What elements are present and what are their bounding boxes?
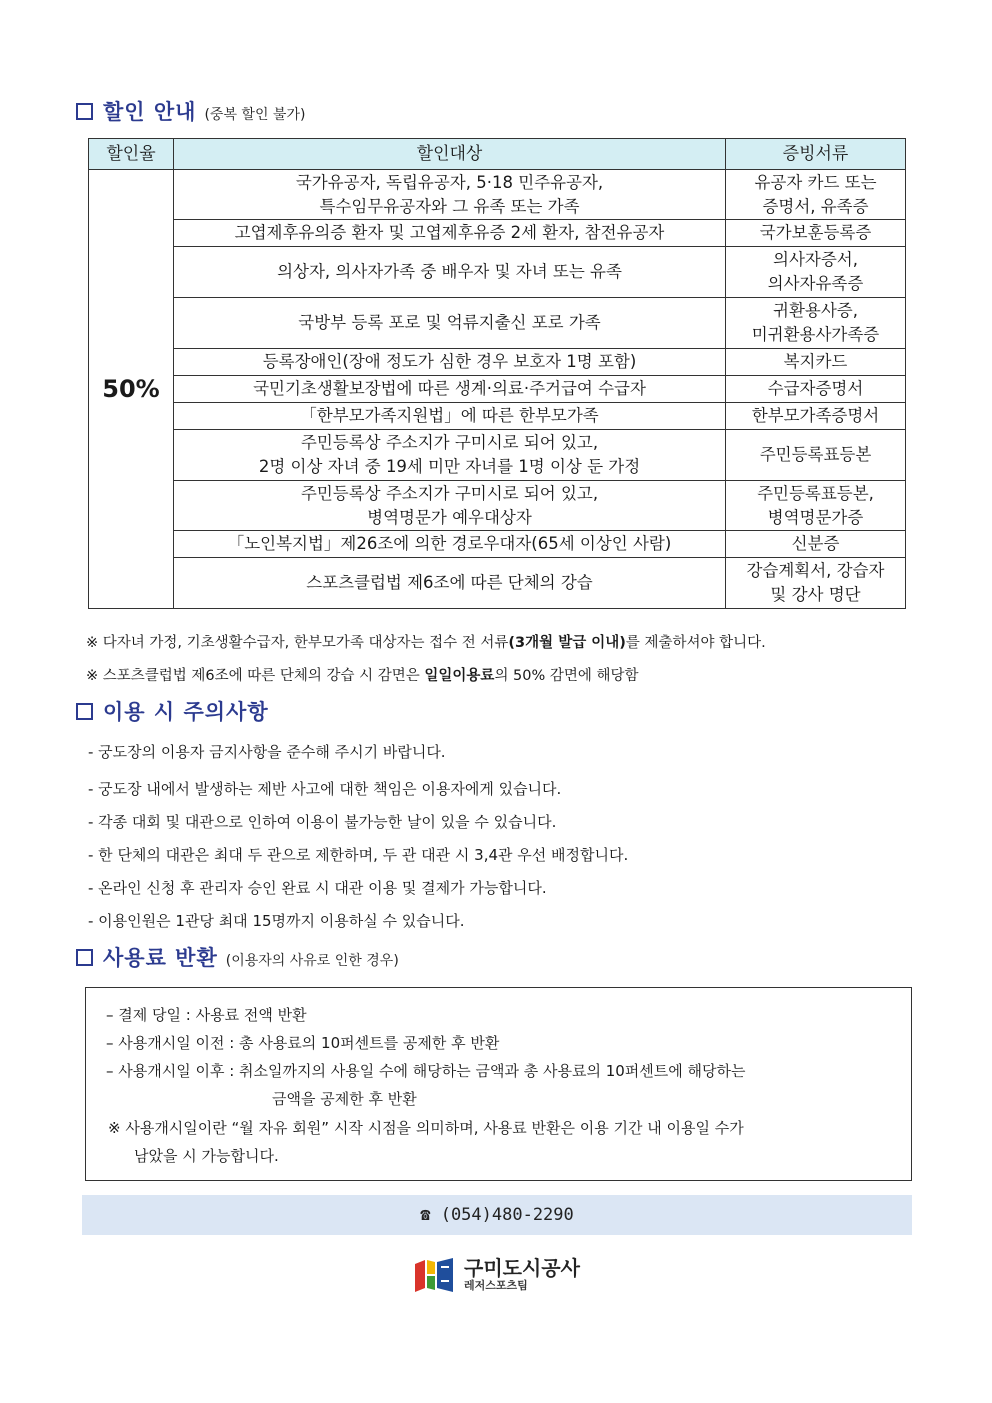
table-row (89, 220, 906, 247)
refund-line: 금액을 공제한 후 반환 (272, 1090, 417, 1108)
refund-line: – 사용개시일 이전 : 총 사용료의 10퍼센트를 공제한 후 반환 (106, 1034, 500, 1052)
header-target: 할인대상 (174, 139, 726, 170)
table-row (89, 481, 906, 531)
table-header-row (89, 139, 906, 170)
target-cell: 국방부 등록 포로 및 억류지출신 포로 가족 (174, 298, 726, 349)
caution-item: - 온라인 신청 후 관리자 승인 완료 시 대관 이용 및 결제가 가능합니다. (88, 879, 547, 897)
table-row (89, 298, 906, 349)
table-row (89, 531, 906, 558)
refund-line: – 사용개시일 이후 : 취소일까지의 사용일 수에 해당하는 금액과 총 사용료의 10퍼센트에 해당하는 (106, 1062, 746, 1080)
table-row (89, 376, 906, 403)
target-cell: 「노인복지법」제26조에 의한 경로우대자(65세 이상인 사람) (174, 531, 726, 558)
doc-cell: 유공자 카드 또는 증명서, 유족증 (726, 170, 906, 220)
refund-note: 남았을 시 가능합니다. (134, 1147, 279, 1165)
company-logo (413, 1254, 580, 1296)
caution-item: - 각종 대회 및 대관으로 인하여 이용이 불가능한 날이 있을 수 있습니다. (88, 813, 557, 831)
table-row (89, 170, 906, 220)
caution-title: 이용 시 주의사항 (103, 700, 269, 724)
target-cell: 고엽제후유의증 환자 및 고엽제후유증 2세 환자, 참전유공자 (174, 220, 726, 247)
company-name: 구미도시공사 (464, 1256, 580, 1280)
header-rate: 할인율 (89, 139, 174, 170)
refund-note: ※ 사용개시일이란 “월 자유 회원” 시작 시점을 의미하며, 사용료 반환은 이용 기간 내 이용일 수가 (108, 1119, 744, 1137)
discount-section-header (76, 96, 305, 126)
target-cell: 「한부모가족지원법」에 따른 한부모가족 (174, 403, 726, 430)
caution-item: - 궁도장의 이용자 금지사항을 준수해 주시기 바랍니다. (88, 743, 446, 761)
checkbox-square-icon (76, 949, 93, 966)
company-department: 레저스포츠팀 (464, 1279, 528, 1292)
target-cell: 주민등록상 주소지가 구미시로 되어 있고, 병역명문가 예우대상자 (174, 481, 726, 531)
target-cell: 등록장애인(장애 정도가 심한 경우 보호자 1명 포함) (174, 349, 726, 376)
doc-cell: 수급자증명서 (726, 376, 906, 403)
discount-title: 할인 안내 (103, 100, 197, 124)
checkbox-square-icon (76, 703, 93, 720)
doc-cell: 주민등록표등본 (726, 430, 906, 481)
caution-section-header (76, 696, 269, 726)
discount-rate-cell: 50% (89, 170, 174, 609)
header-docs: 증빙서류 (726, 139, 906, 170)
doc-cell: 주민등록표등본, 병역명문가증 (726, 481, 906, 531)
gumi-urban-corp-logo-icon (413, 1254, 455, 1296)
caution-item: - 이용인원은 1관당 최대 15명까지 이용하실 수 있습니다. (88, 912, 465, 930)
discount-note-sports-club: ※ 스포츠클럽법 제6조에 따른 단체의 강습 시 감면은 일일이용료의 50% 감면에 해당함 (86, 668, 639, 684)
doc-cell: 의사자증서, 의사자유족증 (726, 247, 906, 298)
target-cell: 주민등록상 주소지가 구미시로 되어 있고, 2명 이상 자녀 중 19세 미만 자녀를 1명 이상 둔 가정 (174, 430, 726, 481)
refund-box (85, 987, 912, 1181)
table-row (89, 349, 906, 376)
table-row (89, 558, 906, 609)
doc-cell: 귀환용사증, 미귀환용사가족증 (726, 298, 906, 349)
doc-cell: 신분증 (726, 531, 906, 558)
target-cell: 의상자, 의사자가족 중 배우자 및 자녀 또는 유족 (174, 247, 726, 298)
discount-subtitle: (중복 할인 불가) (204, 107, 306, 123)
target-cell: 국가유공자, 독립유공자, 5·18 민주유공자, 특수임무유공자와 그 유족 또는 가족 (174, 170, 726, 220)
checkbox-square-icon (76, 103, 93, 120)
refund-section-header (76, 942, 399, 972)
refund-subtitle: (이용자의 사유로 인한 경우) (225, 953, 399, 969)
table-row (89, 403, 906, 430)
refund-line: – 결제 당일 : 사용료 전액 반환 (106, 1006, 307, 1024)
doc-cell: 강습계획서, 강습자 및 강사 명단 (726, 558, 906, 609)
discount-table (88, 138, 906, 609)
refund-title: 사용료 반환 (103, 946, 218, 970)
caution-item: - 한 단체의 대관은 최대 두 관으로 제한하며, 두 관 대관 시 3,4관 우선 배정합니다. (88, 846, 629, 864)
table-row (89, 430, 906, 481)
doc-cell: 한부모가족증명서 (726, 403, 906, 430)
doc-cell: 국가보훈등록증 (726, 220, 906, 247)
contact-bar (82, 1195, 912, 1235)
target-cell: 국민기초생활보장법에 따른 생계·의료·주거급여 수급자 (174, 376, 726, 403)
doc-cell: 복지카드 (726, 349, 906, 376)
target-cell: 스포츠클럽법 제6조에 따른 단체의 강습 (174, 558, 726, 609)
phone-number: ☎ (054)480-2290 (420, 1205, 574, 1225)
discount-note-documents: ※ 다자녀 가정, 기초생활수급자, 한부모가족 대상자는 접수 전 서류(3개월 발급 이내)를 제출하셔야 합니다. (86, 635, 766, 651)
table-row (89, 247, 906, 298)
caution-item: - 궁도장 내에서 발생하는 제반 사고에 대한 책임은 이용자에게 있습니다. (88, 780, 562, 798)
